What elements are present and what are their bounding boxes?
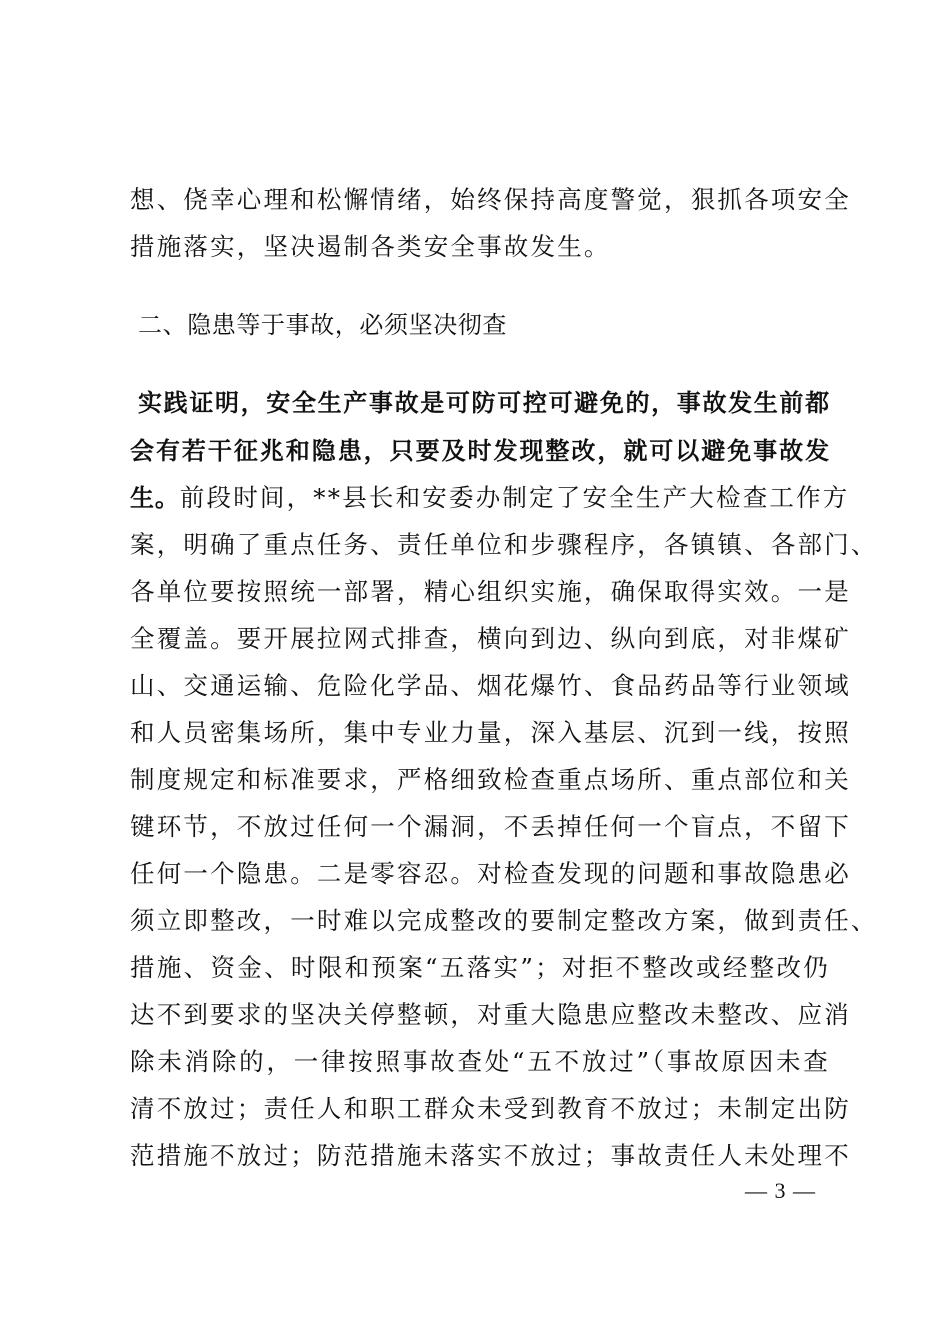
body-text-line: 案，明确了重点任务、责任单位和步骤程序，各镇镇、各部门、	[130, 530, 878, 559]
page-number: — 3 —	[745, 1178, 816, 1203]
bold-lead-tail: 生。	[130, 484, 180, 512]
body-text-line: 措施、资金、时限和预案“五落实”；对拒不整改或经整改仍	[130, 953, 830, 982]
body-text-line: 键环节，不放过任何一个漏洞，不丢掉任何一个盲点，不留下	[130, 812, 851, 841]
section-heading: 二、隐患等于事故，必须坚决彻查	[138, 311, 507, 339]
body-text-line: 达不到要求的坚决关停整顿，对重大隐患应整改未整改、应消	[130, 1000, 851, 1029]
body-text-line: 全覆盖。要开展拉网式排查，横向到边、纵向到底，对非煤矿	[130, 624, 851, 653]
body-text-line: 和人员密集场所，集中专业力量，深入基层、沉到一线，按照	[130, 718, 851, 747]
body-text-line: 清不放过；责任人和职工群众未受到教育不放过；未制定出防	[130, 1094, 851, 1123]
body-text-line: 各单位要按照统一部署，精心组织实施，确保取得实效。一是	[130, 577, 851, 606]
body-text-line: 范措施不放过；防范措施未落实不放过；事故责任人未处理不	[130, 1141, 851, 1170]
body-text-line: 除未消除的，一律按照事故查处“五不放过”（事故原因未查	[130, 1047, 830, 1076]
mixed-text-line	[130, 474, 850, 522]
body-text-line: 措施落实，坚决遏制各类安全事故发生。	[130, 232, 611, 261]
body-text-segment: 前段时间，**县长和安委办制定了安全生产大检查工作方	[179, 483, 850, 512]
bold-lead-line: 会有若干征兆和隐患，只要及时发现整改，就可以避免事故发	[130, 437, 830, 465]
body-text-line: 想、侥幸心理和松懈情绪，始终保持高度警觉，狠抓各项安全	[130, 185, 851, 214]
body-text-line: 山、交通运输、危险化学品、烟花爆竹、食品药品等行业领域	[130, 671, 851, 700]
body-text-line: 须立即整改，一时难以完成整改的要制定整改方案，做到责任、	[130, 906, 878, 935]
body-text-line: 任何一个隐患。二是零容忍。对检查发现的问题和事故隐患必	[130, 859, 851, 888]
bold-lead-line: 实践证明，安全生产事故是可防可控可避免的，事故发生前都	[138, 389, 830, 417]
body-text-line: 制度规定和标准要求，严格细致检查重点场所、重点部位和关	[130, 765, 851, 794]
